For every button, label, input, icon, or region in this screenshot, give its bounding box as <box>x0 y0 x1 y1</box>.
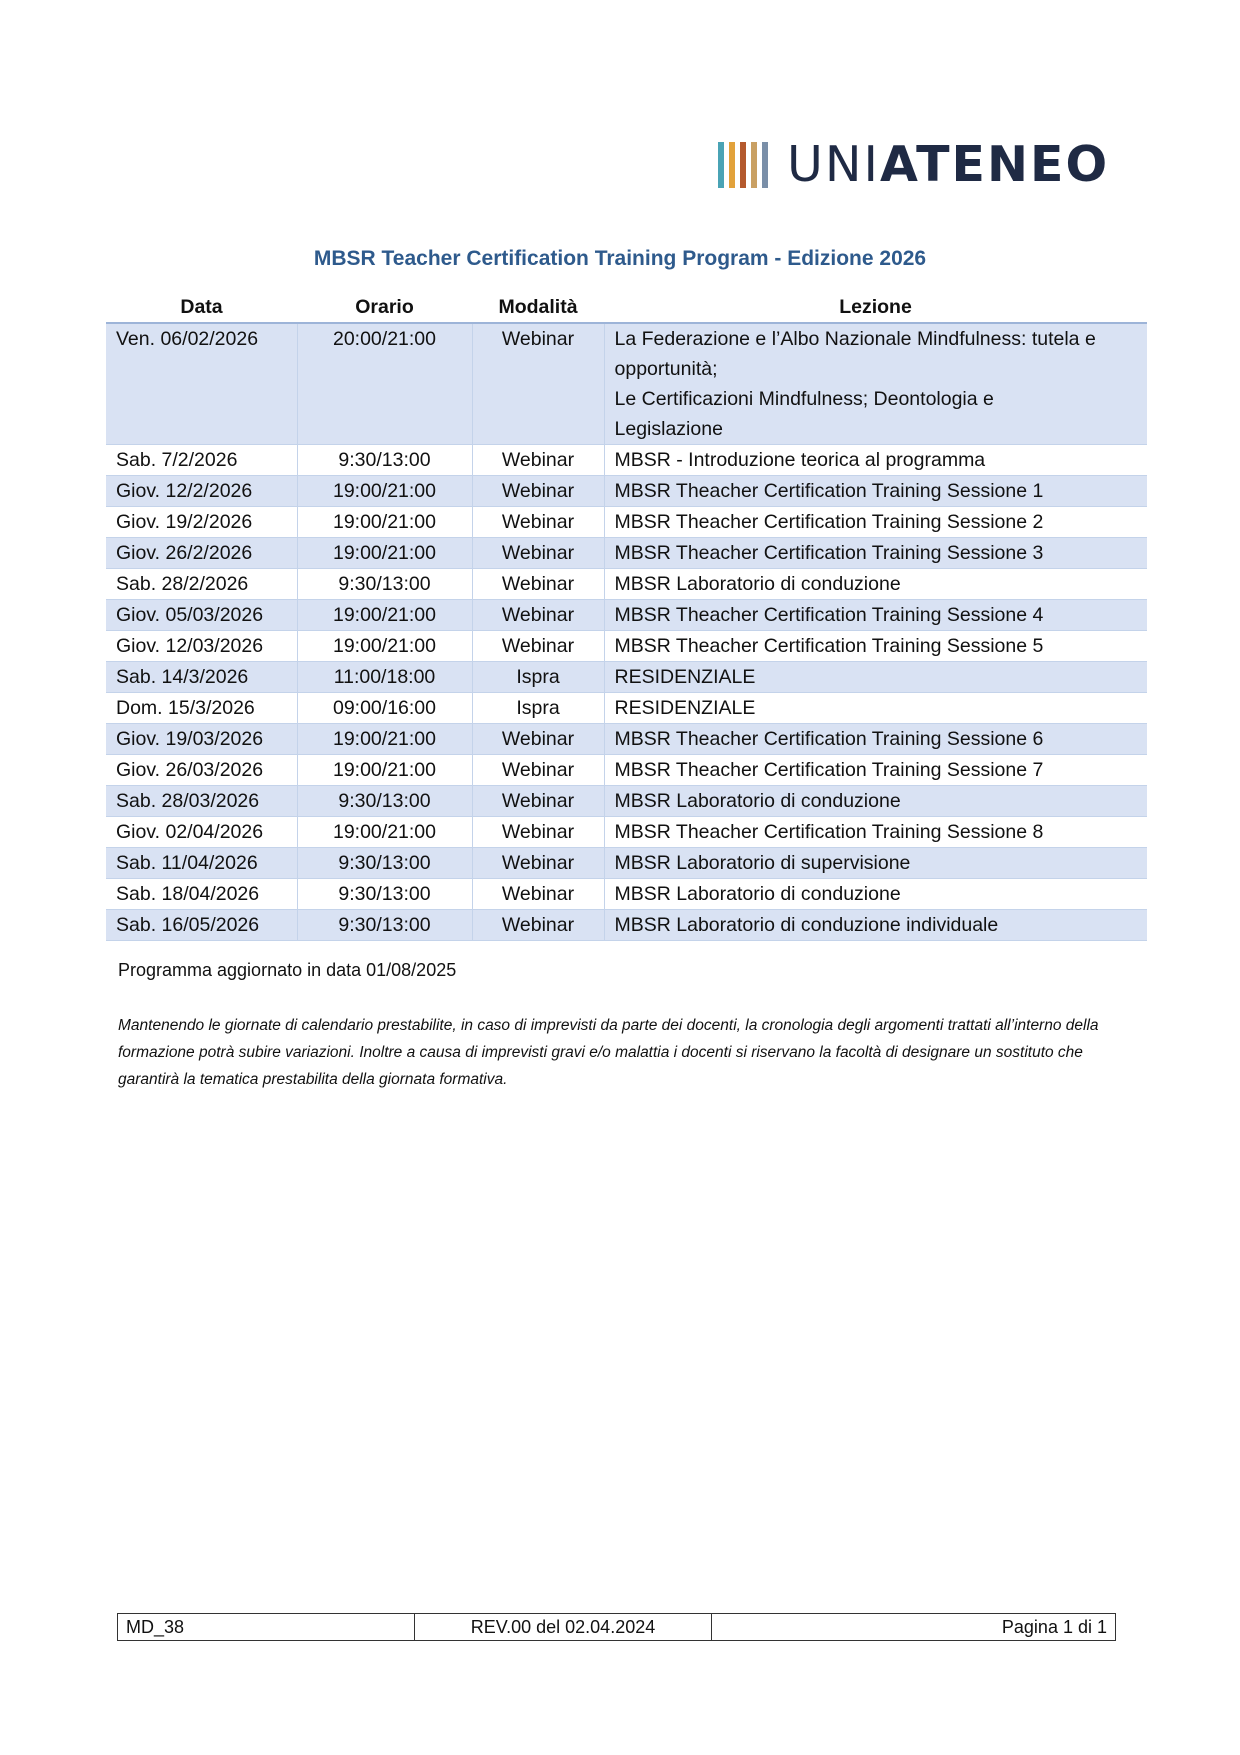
header-lezione: Lezione <box>604 292 1147 323</box>
table-row <box>106 693 1147 724</box>
cell-orario: 9:30/13:00 <box>297 445 472 476</box>
cell-modalita: Webinar <box>472 724 604 755</box>
cell-modalita: Webinar <box>472 755 604 786</box>
cell-orario: 19:00/21:00 <box>297 538 472 569</box>
cell-modalita: Webinar <box>472 631 604 662</box>
cell-lezione: MBSR Laboratorio di supervisione <box>604 848 1147 879</box>
cell-data: Sab. 11/04/2026 <box>106 848 297 879</box>
cell-orario: 9:30/13:00 <box>297 786 472 817</box>
schedule-table <box>106 292 1147 941</box>
footer-code: MD_38 <box>118 1614 415 1641</box>
table-row <box>106 507 1147 538</box>
table-row <box>106 724 1147 755</box>
table-row <box>106 910 1147 941</box>
cell-data: Giov. 19/03/2026 <box>106 724 297 755</box>
cell-modalita: Webinar <box>472 600 604 631</box>
cell-lezione: MBSR Laboratorio di conduzione individuale <box>604 910 1147 941</box>
cell-lezione: RESIDENZIALE <box>604 693 1147 724</box>
header-modalita: Modalità <box>472 292 604 323</box>
table-row <box>106 600 1147 631</box>
cell-lezione: MBSR Theacher Certification Training Sessione 2 <box>604 507 1147 538</box>
cell-lezione: RESIDENZIALE <box>604 662 1147 693</box>
table-row <box>106 323 1147 445</box>
cell-modalita: Webinar <box>472 817 604 848</box>
footer-page: Pagina 1 di 1 <box>712 1614 1116 1641</box>
cell-orario: 19:00/21:00 <box>297 631 472 662</box>
table-row <box>106 755 1147 786</box>
header-orario: Orario <box>297 292 472 323</box>
cell-data: Sab. 18/04/2026 <box>106 879 297 910</box>
logo-text-light: UNI <box>787 136 880 193</box>
logo-text-bold: ATENEO <box>879 136 1110 193</box>
cell-orario: 11:00/18:00 <box>297 662 472 693</box>
cell-modalita: Webinar <box>472 786 604 817</box>
table-row <box>106 631 1147 662</box>
cell-data: Dom. 15/3/2026 <box>106 693 297 724</box>
cell-data: Sab. 28/03/2026 <box>106 786 297 817</box>
cell-modalita: Webinar <box>472 879 604 910</box>
cell-lezione: MBSR Laboratorio di conduzione <box>604 786 1147 817</box>
cell-lezione: MBSR - Introduzione teorica al programma <box>604 445 1147 476</box>
cell-data: Giov. 12/03/2026 <box>106 631 297 662</box>
cell-orario: 19:00/21:00 <box>297 755 472 786</box>
header-data: Data <box>106 292 297 323</box>
logo-bar <box>751 142 757 188</box>
cell-lezione: MBSR Theacher Certification Training Sessione 3 <box>604 538 1147 569</box>
cell-data: Sab. 7/2/2026 <box>106 445 297 476</box>
cell-modalita: Webinar <box>472 445 604 476</box>
cell-orario: 19:00/21:00 <box>297 600 472 631</box>
footer-table <box>117 1613 1116 1641</box>
uniateneo-logo <box>718 136 1110 193</box>
cell-modalita: Webinar <box>472 538 604 569</box>
cell-orario: 09:00/16:00 <box>297 693 472 724</box>
logo-bar <box>729 142 735 188</box>
table-row <box>106 817 1147 848</box>
cell-data: Sab. 14/3/2026 <box>106 662 297 693</box>
cell-data: Giov. 26/2/2026 <box>106 538 297 569</box>
cell-orario: 19:00/21:00 <box>297 817 472 848</box>
table-row <box>106 445 1147 476</box>
cell-lezione: MBSR Laboratorio di conduzione <box>604 569 1147 600</box>
cell-lezione: La Federazione e l’Albo Nazionale Mindfulness: tutela e opportunità; Le Certificazioni Mindfulness; Deontologia e Legislazione <box>604 323 1147 445</box>
logo-bar <box>718 142 724 188</box>
cell-data: Sab. 16/05/2026 <box>106 910 297 941</box>
table-row <box>106 879 1147 910</box>
table-header-row <box>106 292 1147 323</box>
cell-modalita: Webinar <box>472 569 604 600</box>
disclaimer-note: Mantenendo le giornate di calendario prestabilite, in caso di imprevisti da parte dei docenti, la cronologia degli argomenti trattati all’interno della formazione potrà subire variazioni. Inoltre a causa di imprevisti gravi e/o malattia i docenti si riservano la facoltà di designare un sostituto che garantirà la tematica prestabilita della giornata formativa. <box>118 1017 1099 1088</box>
cell-orario: 9:30/13:00 <box>297 848 472 879</box>
document-title: MBSR Teacher Certification Training Program - Edizione 2026 <box>313 247 927 270</box>
cell-lezione: MBSR Theacher Certification Training Sessione 6 <box>604 724 1147 755</box>
table-row <box>106 476 1147 507</box>
cell-data: Giov. 12/2/2026 <box>106 476 297 507</box>
cell-lezione: MBSR Theacher Certification Training Sessione 7 <box>604 755 1147 786</box>
update-notice: Programma aggiornato in data 01/08/2025 <box>118 960 457 980</box>
cell-orario: 19:00/21:00 <box>297 724 472 755</box>
cell-modalita: Webinar <box>472 476 604 507</box>
cell-lezione: MBSR Theacher Certification Training Sessione 1 <box>604 476 1147 507</box>
cell-data: Ven. 06/02/2026 <box>106 323 297 445</box>
cell-modalita: Webinar <box>472 507 604 538</box>
logo-bars-icon <box>718 142 773 188</box>
cell-modalita: Ispra <box>472 662 604 693</box>
cell-lezione: MBSR Theacher Certification Training Sessione 4 <box>604 600 1147 631</box>
cell-data: Giov. 02/04/2026 <box>106 817 297 848</box>
cell-modalita: Ispra <box>472 693 604 724</box>
cell-orario: 20:00/21:00 <box>297 323 472 445</box>
cell-modalita: Webinar <box>472 323 604 445</box>
cell-lezione: MBSR Theacher Certification Training Sessione 5 <box>604 631 1147 662</box>
table-row <box>106 569 1147 600</box>
table-row <box>106 662 1147 693</box>
cell-lezione: MBSR Theacher Certification Training Sessione 8 <box>604 817 1147 848</box>
cell-data: Giov. 26/03/2026 <box>106 755 297 786</box>
cell-orario: 9:30/13:00 <box>297 569 472 600</box>
cell-modalita: Webinar <box>472 848 604 879</box>
cell-orario: 9:30/13:00 <box>297 910 472 941</box>
table-row <box>106 848 1147 879</box>
cell-data: Sab. 28/2/2026 <box>106 569 297 600</box>
cell-lezione: MBSR Laboratorio di conduzione <box>604 879 1147 910</box>
table-row <box>106 786 1147 817</box>
cell-orario: 19:00/21:00 <box>297 476 472 507</box>
table-row <box>106 538 1147 569</box>
cell-orario: 9:30/13:00 <box>297 879 472 910</box>
cell-modalita: Webinar <box>472 910 604 941</box>
logo-wordmark <box>787 136 1110 193</box>
cell-data: Giov. 05/03/2026 <box>106 600 297 631</box>
footer-revision: REV.00 del 02.04.2024 <box>415 1614 712 1641</box>
cell-data: Giov. 19/2/2026 <box>106 507 297 538</box>
cell-orario: 19:00/21:00 <box>297 507 472 538</box>
logo-bar <box>762 142 768 188</box>
logo-bar <box>740 142 746 188</box>
